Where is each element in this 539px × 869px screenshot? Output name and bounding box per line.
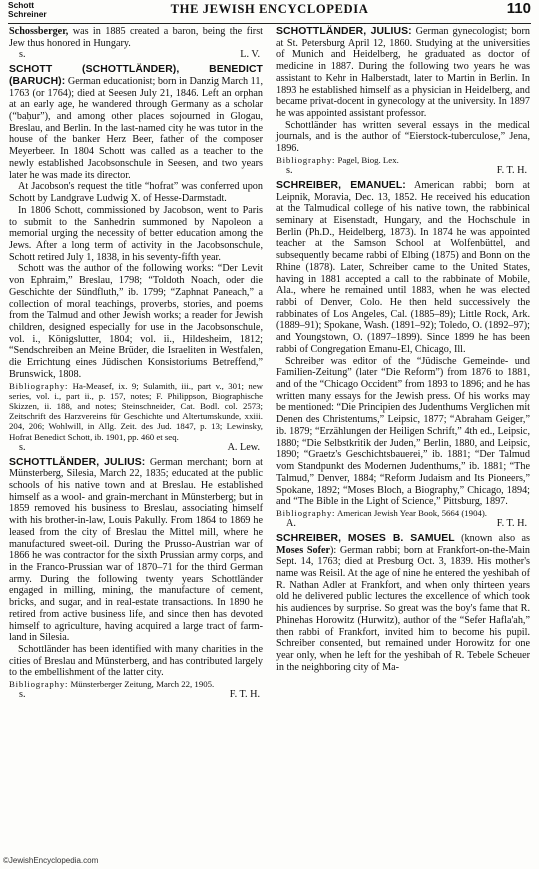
continued-entry-name: Schossberger, <box>9 26 69 37</box>
entry-schreiber-moses <box>276 533 530 674</box>
signature-author: L. V. <box>240 49 260 61</box>
entry-signature <box>276 165 530 177</box>
bibliography-schottlander-merchant <box>9 679 263 689</box>
entry-paragraph: Schottländer has been identified with many charities in the cities of Breslau and Münsterberg, and has contributed largely to the embellishment of the latter city. <box>9 644 263 679</box>
entry-signature <box>9 442 263 454</box>
entry-schottlander-gynecologist <box>276 26 530 120</box>
header-keyword-last: Schreiner <box>8 9 47 20</box>
entry-paragraph: Schottländer has written several essays in the medical journals, and is the author of “Eierstock-tuberculose,” Jena, 1896. <box>276 119 530 155</box>
entry-schottlander-merchant <box>9 457 263 645</box>
entry-text: German gynecologist; born at St. Petersburg April 12, 1860. Studying at the universities of Munich and Heidelberg, he graduated as doctor of medicine in 1887. During the following two years he was assistant to Kehr in Halberstadt, later to Martin in Berlin. In 1893 he established himself as a physician in Heidelberg, and became privat-docent in gynecology at the university. In 1897 he was appointed assistant professor. <box>276 26 530 120</box>
bibliography-label: Bibliography: <box>9 380 69 391</box>
entry-signature <box>9 689 263 701</box>
bibliography-schottlander-gynecologist <box>276 155 530 165</box>
entry-alias: Moses Sofer <box>276 544 331 556</box>
bibliography-text: American Jewish Year Book, 5664 (1904). <box>335 507 488 518</box>
entry-schreiber-emanuel <box>276 180 530 356</box>
entry-text: (known also as <box>454 532 530 544</box>
entry-text: ): German rabbi; born at Frankfort-on-the-Main Sept. 14, 1763; died at Presburg Oct. 3, 1839. His mother's name was Reisil. At the age of nine he entered the yeshibah of R. Nathan Adler at Frankfort, and when only thirteen years old he delivered public lectures the excellence of which took his audiences by surprise. So great was the boy's fame that R. Phinehas Horowitz (Hurwitz), author of the “Sefer Hafla'ah,” then rabbi of Frankfort, invited him to become his pupil. Schreiber consented, but remained under Horowitz for one year only, when he left for the yeshibah of R. Tebele Scheuer in the neighboring city of Ma- <box>276 544 530 673</box>
signature-initial: A. <box>286 518 296 530</box>
entry-text: German merchant; born at Münsterberg, Silesia, March 22, 1835; educated at the public schools of his native town and at Breslau. He established himself as a wool- and grain-merchant in Münsterberg; but in 1859 removed his business to Breslau, associating himself with his brother-in-law, Louis Pakully. From 1864 to 1869 he leased from the city of Breslau the Mittel mill, where he manufactured sweet-oil. During the Prusso-Austrian war of 1866 he was contractor for the sixth Prussian army corps, and in the Franco-Prussian war of 1870–71 for the third German army. During the following twenty years Schottländer engaged in milling, mining, the manufacture of cement, bricks, and sugar, and in real-estate transactions. In 1890 he retired from active business life, and since then has devoted himself to agriculture, having acquired a large tract of farm-land in Silesia. <box>9 456 263 644</box>
entry-paragraph: Schreiber was editor of the “Jüdische Gemeinde- und Familien-Zeitung” (later “Die Reform”) from 1876 to 1881, and of the “Chicago Occident” from 1893 to 1896; and he has written many essays for the Jewish press. Of his works may be mentioned: “Die Principien des Judenthums Verglichen mit Denen des Christentums,” Leipsic, 1877; “Abraham Geiger,” ib. 1879; “Erzählungen der Heiligen Schrift,” 4th ed., Leipsic, 1880; “Die Selbstkritik der Juden,” Berlin, 1880, and Leipsic, 1890; “Graetz's Geschichtsbauerei,” ib. 1881; “Der Talmud vom Standpunkt des Modernen Judenthums,” ib. 1881; “The Talmud,” Denver, 1884; “Reform Judaism and Its Pioneers,” Spokane, 1892; “Moses Bloch, a Biography,” Chicago, 1894; and “The Bible in the Light of Science,” Pittsburg, 1897. <box>276 355 530 508</box>
bibliography-label: Bibliography: <box>9 679 69 690</box>
entry-heading-schreiber-moses: SCHREIBER, MOSES B. SAMUEL <box>276 532 455 544</box>
right-column <box>276 26 530 674</box>
signature-initial: s. <box>19 441 26 453</box>
signature-author: F. T. H. <box>229 689 260 701</box>
entry-heading-schott: SCHOTT (SCHOTTLÄNDER), BENEDICT (BARUCH): <box>9 64 263 87</box>
entry-text: American rabbi; born at Leipnik, Moravia, Dec. 13, 1852. He received his education at the Talmudical college of his native town, the rabbinical seminary at Eisenstadt, Hungary, and the Hochschule in Berlin (Ph.D., Heidelberg, 1873). In 1874 he was appointed teacher at the Samson School at Wolfenbüttel, and subsequently became rabbi of Elbing (1875) and Bonn on the Rhine (1878). Later, Schreiber came to the United States, having in 1881 accepted a call to the rabbinate of Mobile, Ala., where he remained until 1883, when he was elected rabbi of Denver, Colo. He then held successively the rabbinates of Los Angeles, Cal. (1885–89); Little Rock, Ark. (1889–91); Spokane, Wash. (1891–92); Toledo, O. (1892–97); and Youngstown, O. (1897–1899). Since 1899 he has been rabbi of Congregation Emanu-El, Chicago, Ill. <box>276 179 530 355</box>
bibliography-label: Bibliography: <box>276 154 336 165</box>
bibliography-text: Pagel, Biog. Lex. <box>335 154 399 165</box>
entry-heading-schottlander-merchant: SCHOTTLÄNDER, JULIUS: <box>9 456 146 468</box>
left-column <box>9 26 263 704</box>
page-number: 110 <box>506 0 531 17</box>
signature-initial: s. <box>286 165 293 177</box>
bibliography-label: Bibliography: <box>276 507 336 518</box>
header-keyword-first: Schott <box>8 0 35 10</box>
continued-entry-text: was in 1885 created a baron, being the first Jew thus honored in Hungary. <box>9 26 263 49</box>
signature-initial: s. <box>19 689 26 701</box>
entry-heading-schottlander-gynecologist: SCHOTTLÄNDER, JULIUS: <box>276 26 412 37</box>
page-header <box>8 0 531 24</box>
entry-schott <box>9 64 263 181</box>
continued-entry <box>9 26 263 49</box>
bibliography-text: Ha-Measef, ix. 9; Sulamith, iii., part v., 301; new series, vol. i., part ii., p. 157, notes; F. Philippson, Biographische Skizzen, ii. 188, and notes; Steinschneider, Cat. Bodl. col. 2573; Zeitschrift des Harzvereins für Geschichte und Altertumskunde, xxiii. 204, 206; Wohlwill, in Allg. Zeit. des Jud. 1847, p. 13; Lewinsky, Hofrat Benedict Schott, ib. 1901, pp. 460 et seq. <box>9 380 263 442</box>
entry-paragraph: At Jacobson's request the title “hofrat” was conferred upon Schott by Landgrave Ludwig X. of Hesse-Darmstadt. <box>9 181 263 205</box>
entry-signature <box>276 518 530 530</box>
entry-heading-schreiber-emanuel: SCHREIBER, EMANUEL: <box>276 179 406 191</box>
bibliography-schreiber-emanuel <box>276 508 530 518</box>
footer-credit: ©JewishEncyclopedia.com <box>3 856 99 865</box>
signature-author: A. Lew. <box>227 441 260 453</box>
bibliography-schott <box>9 381 263 442</box>
entry-paragraph: In 1806 Schott, commissioned by Jacobson, went to Paris to submit to the Sanhedrin summoned by Napoleon a memorial urging the necessity of better education among the Jews. After a long term of activity in the Jacobsonschule, Schott retired July 1, 1838, in his seventy-fifth year. <box>9 204 263 263</box>
signature-author: F. T. H. <box>496 518 527 530</box>
entry-text: German educationist; born in Danzig March 11, 1763 (or 1764); died at Seesen July 21, 1846. Left an orphan at an early age, he wandered through Germany as a scholar (“baḥur”), and among other places sojourned in Glogau, Breslau, and Berlin. In the last-named city he was tutor in the house of the banker Herz Beer, father of the composer Meyerbeer. In 1804 Schott was called as a teacher to the newly established Jacobsonschule in Seesen, and two years later he was made its director. <box>9 75 263 181</box>
signature-initial: s. <box>19 49 26 61</box>
bibliography-text: Münsterberger Zeitung, March 22, 1905. <box>68 679 215 690</box>
entry-paragraph: Schott was the author of the following works: “Der Levit von Ephraim,” Breslau, 1798; “Toldoth Noach, oder die Geschichte der Sündfluth,” ib. 1799; “Zaphnat Paneach,” a collection of moral teachings, proverbs, stories, and poems from the Talmud and other Jewish works; a reader for Jewish children, designed especially for use in the Jacobsonschule, vol. i., Königslutter, 1804; vol. ii., Hildesheim, 1812; “Sendschreiben an Meine Brüder, die Israeliten in Westfalen, die Errichtung eines Jüdischen Konsistoriums Betreffend,” Brunswick, 1808. <box>9 263 263 380</box>
continued-entry-signature <box>9 49 263 61</box>
journal-title: THE JEWISH ENCYCLOPEDIA <box>170 2 369 16</box>
signature-author: F. T. H. <box>496 165 527 177</box>
